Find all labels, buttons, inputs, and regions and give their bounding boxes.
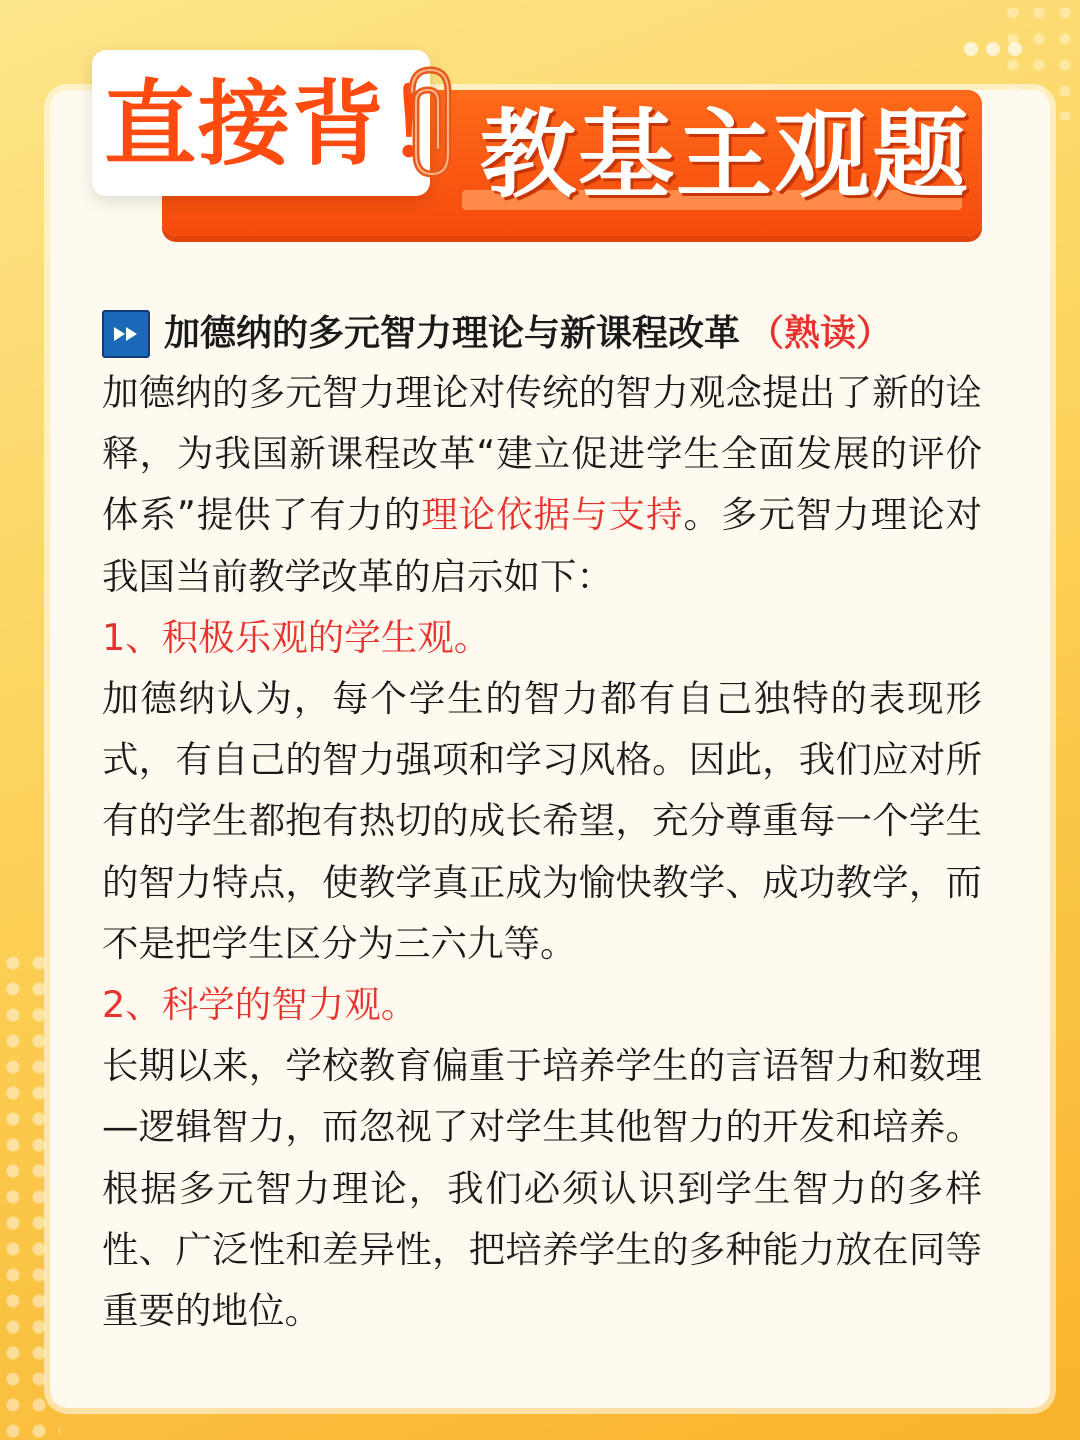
point-body: 加德纳认为，每个学生的智力都有自己独特的表现形式，有自己的智力强项和学习风格。因此，我们应对所有的学生都抱有热切的成长希望，充分尊重每一个学生的智力特点，使教学真正成为愉快教学、成功教学，而不是把学生区分为三六九等。 (102, 677, 982, 965)
fast-forward-icon (102, 310, 150, 358)
point-body: 长期以来，学校教育偏重于培养学生的言语智力和数理—逻辑智力，而忽视了对学生其他智力的开发和培养。根据多元智力理论，我们必须认识到学生智力的多样性、广泛性和差异性，把培养学生的多种能力放在同等重要的地位。 (102, 1044, 982, 1333)
point-title: 2、科学的智力观。 (102, 983, 418, 1027)
article-content (102, 306, 982, 1341)
tag-text: 直接背！ (104, 71, 481, 178)
subject-title: 教基主观题 (480, 99, 970, 211)
intro-highlight: 理论依据与支持 (421, 493, 684, 537)
section-note: （熟读） (748, 313, 893, 355)
point-title: 1、积极乐观的学生观。 (102, 615, 491, 659)
paperclip-icon (392, 62, 472, 182)
section-title: 加德纳的多元智力理论与新课程改革 (164, 313, 741, 355)
section-heading (102, 306, 982, 362)
intro-paragraph (102, 362, 982, 607)
intro-text-end: 。多元智力理论对我国当前教学改革的启示如下： (102, 493, 983, 598)
intro-text: 加德纳的多元智力理论对传统的智力观念提出了新的诠释，为我国新课程改革“建立促进学生全面发展的评价体系”提供了有力的 (102, 371, 982, 537)
decorative-dots-top (964, 42, 1022, 56)
